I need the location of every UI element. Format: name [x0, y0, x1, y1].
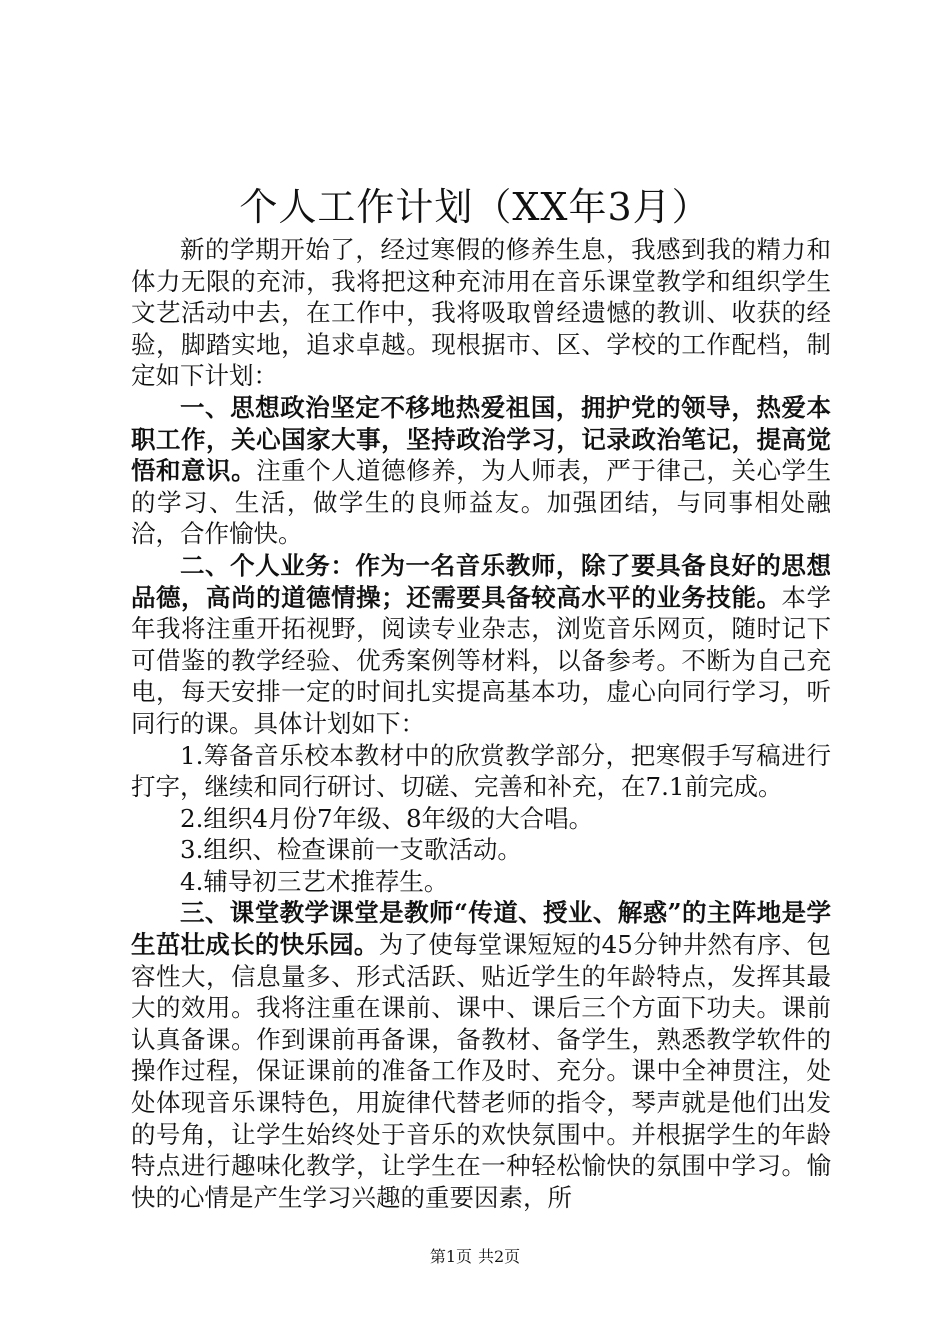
plan-item: 3.组织、检查课前一支歌活动。 [180, 835, 522, 865]
section-3-paragraph [131, 897, 831, 1213]
plan-item: 4.辅导初三艺术推荐生。 [180, 866, 449, 896]
section-3-text: 为了使每堂课短短的45分钟井然有序、包容性大，信息量多、形式活跃、贴近学生的年龄特点，发挥其最大的效用。我将注重在课前、课中、课后三个方面下功夫。课前认真备课。作到课前再备课，备教材、备学生，熟悉教学软件的操作过程，保证课前的准备工作及时、充分。课中全神贯注，处处体现音乐课特色，用旋律代替老师的指令，琴声就是他们出发的号角，让学生始终处于音乐的欢快氛围中。并根据学生的年龄特点进行趣味化教学，让学生在一种轻松愉快的氛围中学习。愉快的心情是产生学习兴趣的重要因素，所 [131, 930, 831, 1212]
intro-paragraph: 新的学期开始了，经过寒假的修养生息，我感到我的精力和体力无限的充沛，我将把这种充沛用在音乐课堂教学和组织学生文艺活动中去，在工作中，我将吸取曾经遗憾的教训、收获的经验，脚踏实地，追求卓越。现根据市、区、学校的工作配档，制定如下计划： [131, 235, 831, 391]
section-2-paragraph [131, 550, 831, 740]
page-number: 第1页 [429, 1247, 472, 1266]
document-body [131, 234, 831, 1213]
section-2-heading: 二、个人业务：作为一名音乐教师，除了要具备良好的思想品德，高尚的道德情操；还需要具备较高水平的业务技能。 [131, 550, 831, 612]
section-1-text: 注重个人道德修养，为人师表，严于律己，关心学生的学习、生活，做学生的良师益友。加强团结，与同事相处融洽，合作愉快。 [131, 456, 831, 549]
section-1-paragraph [131, 392, 831, 550]
plan-item: 2.组织4月份7年级、8年级的大合唱。 [180, 803, 594, 833]
plan-item: 1.筹备音乐校本教材中的欣赏教学部分，把寒假手写稿进行打字，继续和同行研讨、切磋、完善和补充，在7.1前完成。 [131, 740, 831, 802]
page-count: 共2页 [478, 1247, 521, 1266]
page-footer [0, 1246, 950, 1268]
section-3-heading: 三、课堂教学课堂是教师“传道、授业、解惑”的主阵地是学生茁壮成长的快乐园。 [131, 898, 831, 960]
section-1-heading: 一、思想政治坚定不移地热爱祖国，拥护党的领导，热爱本职工作，关心国家大事，坚持政治学习，记录政治笔记，提高觉悟和意识。 [131, 392, 831, 486]
section-2-text: 本学年我将注重开拓视野，阅读专业杂志，浏览音乐网页，随时记下可借鉴的教学经验、优秀案例等材料，以备参考。不断为自己充电，每天安排一定的时间扎实提高基本功，虚心向同行学习，听同行的课。具体计划如下： [131, 582, 832, 738]
document-title: 个人工作计划（XX年3月） [239, 185, 711, 229]
